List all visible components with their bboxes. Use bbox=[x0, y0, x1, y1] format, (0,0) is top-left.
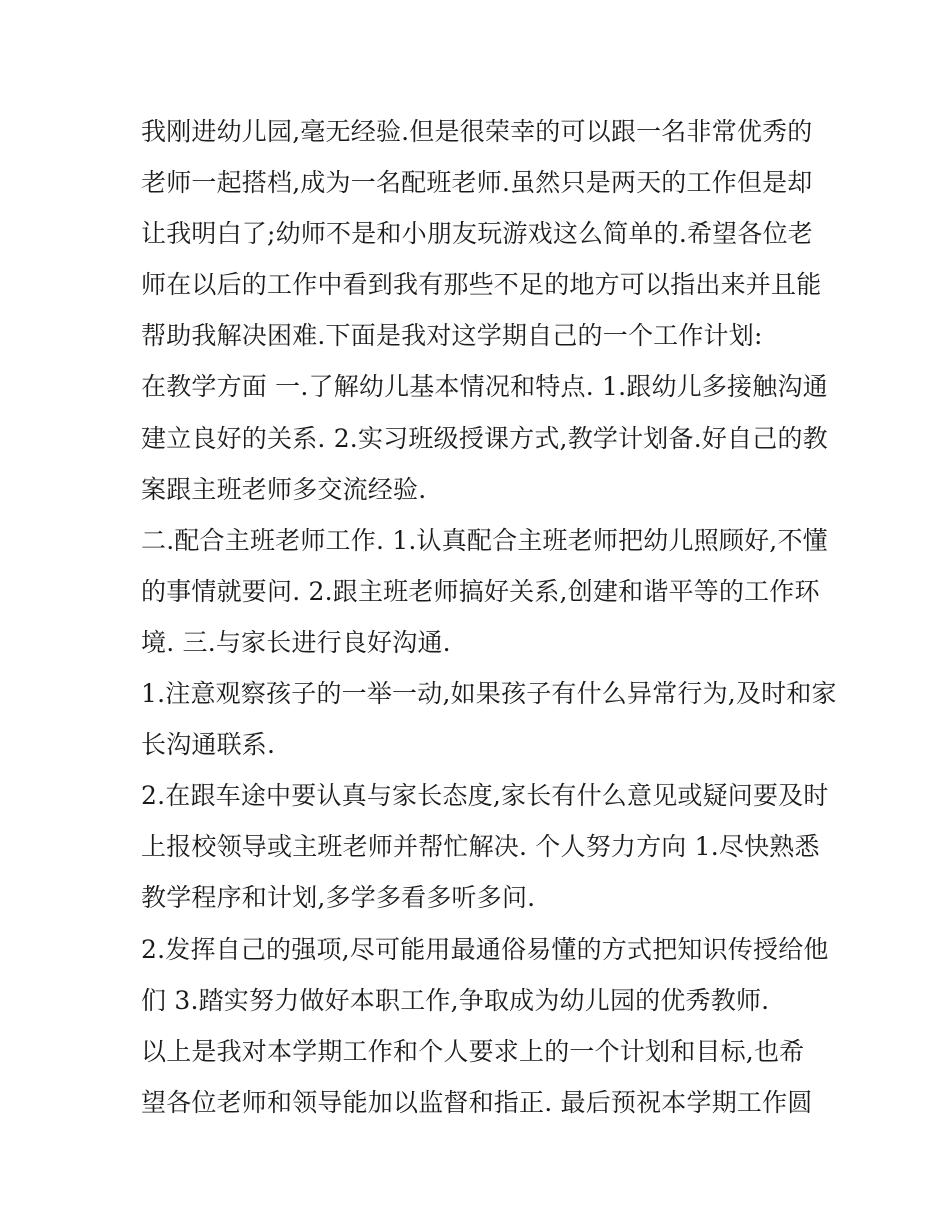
text-line: 们 3.踏实努力做好本职工作,争取成为幼儿园的优秀教师. bbox=[141, 985, 770, 1015]
text-line: 2.发挥自己的强项,尽可能用最通俗易懂的方式把知识传授给他 bbox=[141, 934, 829, 964]
text-line: 我刚进幼儿园,毫无经验.但是很荣幸的可以跟一名非常优秀的 bbox=[141, 117, 813, 146]
text-line: 1.注意观察孩子的一举一动,如果孩子有什么异常行为,及时和家 bbox=[141, 679, 837, 709]
text-line: 二.配合主班老师工作. 1.认真配合主班老师把幼儿照顾好,不懂 bbox=[141, 525, 828, 555]
text-line: 老师一起搭档,成为一名配班老师.虽然只是两天的工作但是却 bbox=[141, 168, 813, 198]
text-line: 境. 三.与家长进行良好沟通. bbox=[141, 627, 451, 657]
text-line: 望各位老师和领导能加以监督和指正. 最后预祝本学期工作圆 bbox=[141, 1087, 813, 1117]
text-line: 帮助我解决困难.下面是我对这学期自己的一个工作计划: bbox=[141, 321, 763, 351]
text-line: 师在以后的工作中看到我有那些不足的地方可以指出来并且能 bbox=[141, 270, 822, 300]
text-line: 让我明白了;幼师不是和小朋友玩游戏这么简单的.希望各位老 bbox=[141, 219, 813, 249]
body-text bbox=[141, 106, 837, 1128]
text-line: 上报校领导或主班老师并帮忙解决. 个人努力方向 1.尽快熟悉 bbox=[141, 832, 820, 862]
text-line: 2.在跟车途中要认真与家长态度,家长有什么意见或疑问要及时 bbox=[141, 781, 829, 811]
text-line: 建立良好的关系. 2.实习班级授课方式,教学计划备.好自己的教 bbox=[141, 423, 828, 453]
text-line: 长沟通联系. bbox=[141, 730, 276, 760]
text-line: 以上是我对本学期工作和个人要求上的一个计划和目标,也希 bbox=[141, 1036, 805, 1066]
text-line: 的事情就要问. 2.跟主班老师搞好关系,创建和谐平等的工作环 bbox=[141, 576, 820, 606]
text-line: 案跟主班老师多交流经验. bbox=[141, 474, 427, 504]
text-line: 在教学方面 一.了解幼儿基本情况和特点. 1.跟幼儿多接触沟通 bbox=[141, 372, 828, 402]
text-line: 教学程序和计划,多学多看多听多问. bbox=[141, 883, 536, 913]
